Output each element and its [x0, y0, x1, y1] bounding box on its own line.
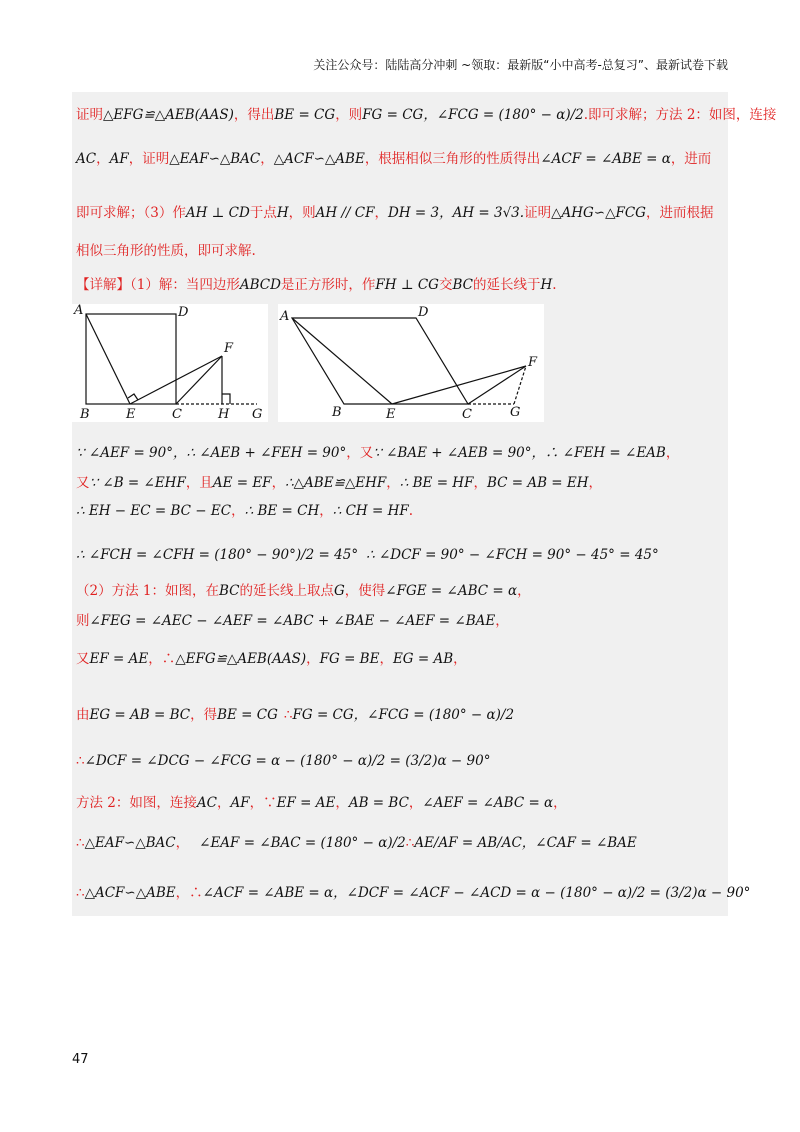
- analysis-line-3: [76, 204, 713, 222]
- math: △ACF∽△ABE: [84, 885, 176, 901]
- math: ∠ACF = ∠ABE = α，∠DCF = ∠ACF − ∠ACD = α − (180° − α)/2 = (3/2)α − 90°: [202, 885, 751, 901]
- math: AE/AF = AB/AC，∠CAF = ∠BAE: [414, 835, 637, 851]
- math: AH // CF: [315, 205, 375, 221]
- text: 证明: [524, 205, 552, 221]
- text: ，: [379, 651, 393, 667]
- math: ∴ BE = CH: [244, 503, 320, 519]
- text: 相似三角形的性质，即可求解.: [76, 243, 256, 259]
- text: ，: [588, 475, 603, 491]
- text: .: [408, 503, 414, 519]
- proof-line-3: [76, 502, 413, 520]
- figure-square-svg: [72, 304, 268, 422]
- math: △EFG≌△AEB(AAS): [103, 107, 234, 123]
- text: ，使得: [344, 583, 386, 599]
- text: ∴: [161, 651, 176, 667]
- math: ∴ BE = HF: [399, 475, 474, 491]
- math: △EAF∽△BAC: [84, 835, 176, 851]
- text: 由: [76, 707, 90, 723]
- math: ABCD: [239, 277, 281, 293]
- proof-line-11: [76, 834, 637, 852]
- text: ，: [553, 795, 567, 811]
- math: ∵ ∠BAE + ∠AEB = 90°: [373, 445, 532, 461]
- text: ，进而根据: [645, 205, 714, 221]
- math: EG = AB: [392, 651, 454, 667]
- text: （2）方法 1：如图，在: [76, 583, 219, 599]
- label-d: D: [418, 305, 429, 320]
- label-a: A: [280, 309, 290, 324]
- math: FG = BE: [319, 651, 380, 667]
- math: BE = CG: [217, 707, 278, 723]
- text: ∴: [76, 835, 85, 851]
- analysis-line-4: [76, 242, 256, 260]
- math: △AHG∽△FCG: [551, 205, 646, 221]
- segment-ef: [392, 366, 526, 404]
- label-c: C: [462, 407, 472, 422]
- label-b: B: [80, 407, 90, 422]
- text: ∴: [283, 707, 293, 723]
- text: ∴: [76, 885, 85, 901]
- text: ，: [216, 795, 231, 811]
- right-angle-h: [222, 394, 230, 404]
- math: AB = BC: [348, 795, 409, 811]
- text: ，: [271, 475, 286, 491]
- math: AE = EF: [212, 475, 272, 491]
- figure-parallelogram-svg: [278, 304, 544, 422]
- solution-block: [72, 92, 777, 916]
- math: EG = AB = BC: [89, 707, 191, 723]
- text: ，: [231, 503, 245, 519]
- math: ，∴ ∠FEH = ∠EAB: [531, 445, 666, 461]
- text: ，: [495, 613, 509, 629]
- text: ，: [335, 795, 349, 811]
- math: H: [540, 277, 553, 293]
- math: FG = CG，∠FCG = (180° − α)/2: [292, 707, 515, 723]
- math: G: [334, 583, 345, 599]
- math: AC: [76, 151, 97, 167]
- text: 证明: [76, 107, 103, 123]
- math: ∠EAF = ∠BAC = (180° − α)/2: [199, 835, 406, 851]
- text: 又: [76, 651, 90, 667]
- text: .: [552, 277, 557, 293]
- text: 又: [76, 475, 90, 491]
- label-g: G: [510, 405, 521, 420]
- math: AF: [230, 795, 250, 811]
- text: ，且: [185, 475, 213, 491]
- math: ∵ ∠B = ∠EHF: [89, 475, 186, 491]
- text: ∵: [263, 795, 277, 811]
- label-b: B: [332, 405, 342, 420]
- text: 则: [76, 613, 90, 629]
- text: ，: [374, 205, 388, 221]
- math: BC: [218, 583, 240, 599]
- text: 的延长线于: [472, 277, 541, 293]
- label-e: E: [386, 407, 396, 422]
- text: ，: [96, 151, 110, 167]
- text: 【详解】（1）解：当四边形: [76, 277, 240, 293]
- label-g: G: [252, 407, 263, 422]
- math: FG = CG，∠FCG = (180° − α)/2: [362, 107, 584, 123]
- label-h: H: [218, 407, 230, 422]
- proof-line-8: [76, 706, 514, 724]
- analysis-line-2: [76, 150, 711, 168]
- proof-line-1: [76, 444, 679, 462]
- math: BC: [452, 277, 473, 293]
- text: 方法 2：如图，连接: [76, 795, 197, 811]
- text: ，则: [335, 107, 363, 123]
- proof-line-5: [76, 582, 531, 600]
- proof-line-7: [76, 650, 467, 668]
- math: ∴ CH = HF: [332, 503, 409, 519]
- math: ∵ ∠AEF = 90°，∴ ∠AEB + ∠FEH = 90°: [76, 445, 347, 461]
- text: ，: [148, 651, 162, 667]
- math: H: [276, 205, 289, 221]
- analysis-line-1: [76, 106, 776, 124]
- label-e: E: [126, 407, 136, 422]
- text: .即可求解；方法 2：如图，连接: [583, 107, 777, 123]
- segment-gf-dashed: [514, 366, 526, 404]
- math: EF = AE: [89, 651, 149, 667]
- label-c: C: [172, 407, 182, 422]
- figure-square: [72, 304, 268, 422]
- detail-line: [76, 276, 557, 294]
- text: ，: [665, 445, 680, 461]
- segment-ae: [292, 318, 392, 404]
- proof-line-10: [76, 794, 567, 812]
- math: EF = AE: [276, 795, 336, 811]
- label-a: A: [74, 304, 84, 318]
- text: 即可求解；（3）作: [76, 205, 186, 221]
- math: AH ⊥ CD: [185, 205, 250, 221]
- math: ∴△ABE≌△EHF: [285, 475, 387, 491]
- math: AF: [109, 151, 129, 167]
- segment-cf: [468, 366, 526, 404]
- figure-parallelogram: [278, 304, 544, 422]
- text: ，: [453, 651, 467, 667]
- text: ，: [473, 475, 487, 491]
- text: 于点: [249, 205, 277, 221]
- page-header: 关注公众号：陆陆高分冲刺 ~领取：最新版“小中高考-总复习”、最新试卷下载: [313, 58, 728, 72]
- math: △EAF∽△BAC: [169, 151, 261, 167]
- math: BC = AB = EH: [486, 475, 589, 491]
- math: ∴ ∠DCF = 90° − ∠FCH = 90° − 45° = 45°: [366, 547, 659, 563]
- math: ∠AEF = ∠ABC = α: [422, 795, 554, 811]
- text: ，: [249, 795, 264, 811]
- text: ，: [175, 835, 190, 851]
- math: ∠FGE = ∠ABC = α: [385, 583, 518, 599]
- text: 交: [438, 277, 453, 293]
- math: ∴ ∠FCH = ∠CFH = (180° − 90°)/2 = 45°: [76, 547, 359, 563]
- text: ，则: [288, 205, 316, 221]
- label-f: F: [528, 355, 538, 370]
- text: ，: [319, 503, 333, 519]
- math: FH ⊥ CG: [375, 277, 439, 293]
- proof-line-6: [76, 612, 509, 630]
- text: ∴: [76, 753, 85, 769]
- text: ，: [408, 795, 423, 811]
- text: 是正方形时，作: [280, 277, 376, 293]
- math: ∠FEG = ∠AEC − ∠AEF = ∠ABC + ∠BAE − ∠AEF = ∠BAE: [89, 613, 496, 629]
- segment-ae: [86, 314, 130, 404]
- math: △ACF∽△ABE: [273, 151, 365, 167]
- text: ，根据相似三角形的性质得出: [364, 151, 541, 167]
- text: ，: [260, 151, 274, 167]
- right-angle-e: [128, 394, 138, 400]
- text: ，进而: [670, 151, 712, 167]
- text: ，: [175, 885, 190, 901]
- page-number: 47: [72, 1052, 89, 1067]
- math: BE = CG: [274, 107, 336, 123]
- square-abcd: [86, 314, 176, 404]
- text: ，: [306, 651, 320, 667]
- text: ，得: [190, 707, 218, 723]
- text: ，又: [346, 445, 374, 461]
- proof-line-9: [76, 752, 490, 770]
- math: ∠ACF = ∠ABE = α: [540, 151, 671, 167]
- math: DH = 3，AH = 3√3.: [388, 205, 525, 221]
- proof-line-2: [76, 474, 602, 492]
- text: 的延长线上取点: [239, 583, 334, 599]
- proof-line-4: [76, 546, 659, 564]
- parallelogram-abcd: [292, 318, 468, 404]
- text: ，: [386, 475, 400, 491]
- math: ∠DCF = ∠DCG − ∠FCG = α − (180° − α)/2 = (3/2)α − 90°: [84, 753, 491, 769]
- text: ∴: [189, 885, 203, 901]
- text: ，: [517, 583, 531, 599]
- text: ，证明: [128, 151, 170, 167]
- math: ∴ EH − EC = BC − EC: [76, 503, 232, 519]
- math: △EFG≌△AEB(AAS): [175, 651, 307, 667]
- proof-line-12: [76, 884, 750, 902]
- math: AC: [196, 795, 217, 811]
- text: ∴: [405, 835, 415, 851]
- text: ，得出: [233, 107, 275, 123]
- segment-cf: [176, 356, 222, 404]
- label-f: F: [224, 341, 234, 356]
- label-d: D: [178, 305, 189, 320]
